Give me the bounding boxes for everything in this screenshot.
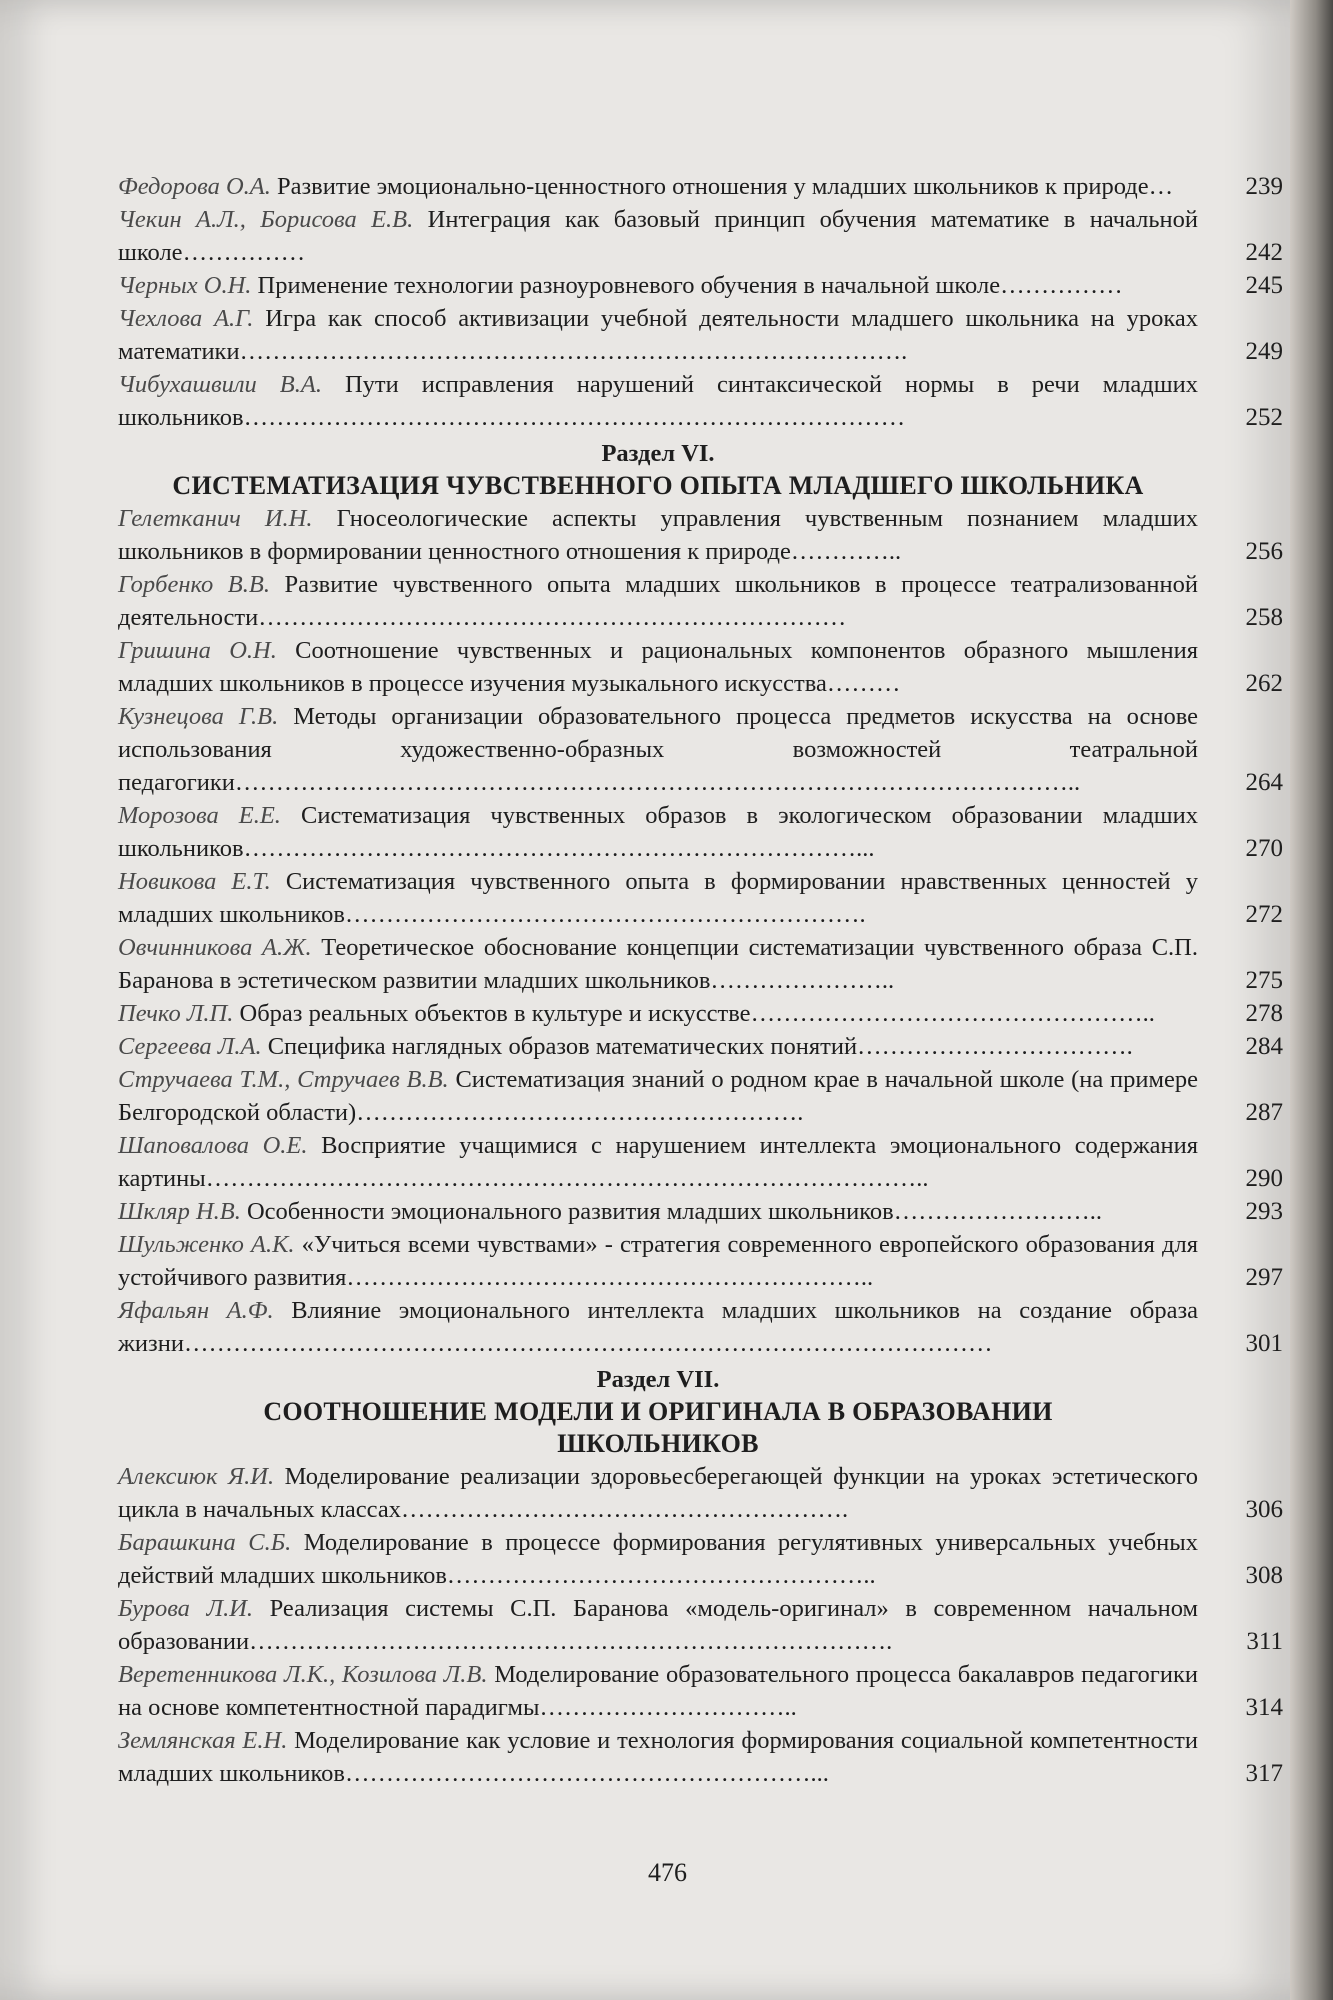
entry-leader: ………………………………………….. [750, 1000, 1155, 1027]
entry-author: Гришина О.Н. [118, 637, 277, 664]
toc-entry [118, 1724, 1283, 1790]
section-label: Раздел VII. [596, 1366, 720, 1393]
entry-title: Развитие эмоционально-ценностного отношения у младших школьников к природе [277, 173, 1149, 200]
entry-author: Горбенко В.В. [118, 571, 270, 598]
entry-leader: ………………………………………………………. [344, 901, 866, 928]
entry-page: 252 [1245, 404, 1283, 431]
entry-leader: ……………………………………………………………… [258, 604, 847, 631]
entry-leader: ……………………………. [857, 1033, 1133, 1060]
entry-author: Сергеева Л.А. [118, 1033, 262, 1060]
entry-page: 256 [1245, 538, 1283, 565]
toc-entry [118, 1526, 1283, 1592]
toc-entry [118, 700, 1283, 799]
toc-entry [118, 1030, 1283, 1063]
toc-entry [118, 865, 1283, 931]
entry-page: 297 [1245, 1264, 1283, 1291]
entry-author: Овчинникова А.Ж. [118, 934, 312, 961]
entry-title: Гносеологические аспекты управления чувственным познанием младших школьников в формировании ценностного отношения к природе [118, 505, 1198, 565]
toc-entry [118, 368, 1283, 434]
entry-leader: ……………………………………………………………………. [249, 1628, 893, 1655]
toc-entry [118, 170, 1283, 203]
adjacent-page-edge [1290, 0, 1333, 2000]
entry-leader: …………………………………………….. [446, 1562, 876, 1589]
entry-page: 290 [1245, 1165, 1283, 1192]
entry-page: 262 [1245, 670, 1283, 697]
entry-leader: …………… [182, 239, 306, 266]
entry-author: Шкляр Н.В. [118, 1198, 241, 1225]
entry-leader: …………………………………………………... [344, 1760, 829, 1787]
entry-author: Новикова Е.Т. [118, 868, 271, 895]
entry-page: 287 [1245, 1099, 1283, 1126]
entry-title: Соотношение чувственных и рациональных компонентов образного мышления младших школьников в процессе изучения музыкального искусства [118, 637, 1198, 697]
entry-title: Методы организации образовательного процесса предметов искусства на основе использования художественно-образных возможностей театральной педагогики [118, 703, 1198, 796]
entry-title: Интеграция как базовый принцип обучения математике в начальной школе [118, 206, 1199, 266]
toc-entry [118, 1129, 1283, 1195]
entry-title: Восприятие учащимися с нарушением интеллекта эмоционального содержания картины [118, 1132, 1198, 1192]
section-label: Раздел VI. [601, 440, 715, 467]
section-title: СИСТЕМАТИЗАЦИЯ ЧУВСТВЕННОГО ОПЫТА МЛАДШЕГО ШКОЛЬНИКА [172, 471, 1144, 500]
entry-title: Систематизация чувственного опыта в формировании нравственных ценностей у младших школьников [118, 868, 1199, 928]
entry-author: Бурова Л.И. [118, 1595, 254, 1622]
entry-page: 242 [1245, 239, 1283, 266]
toc-entry [118, 1460, 1283, 1526]
entry-title: Моделирование в процессе формирования регулятивных универсальных учебных действий младших школьников [118, 1529, 1198, 1589]
entry-page: 314 [1245, 1694, 1283, 1721]
entry-page: 284 [1245, 1033, 1283, 1060]
entry-page: 270 [1245, 835, 1283, 862]
entry-leader: ……………………………………………………………………… [243, 404, 906, 431]
entry-title: Специфика наглядных образов математических понятий [267, 1033, 858, 1060]
entry-leader: …………………….. [893, 1198, 1102, 1225]
entry-title: Моделирование образовательного процесса бакалавров педагогики на основе компетентностной парадигмы [118, 1661, 1198, 1721]
toc-entry [118, 269, 1283, 302]
entry-leader: ………………………………………………. [400, 1496, 849, 1523]
entry-author: Яфальян А.Ф. [118, 1297, 274, 1324]
entry-page: 249 [1245, 338, 1283, 365]
entry-leader: …………………………………………………………………... [243, 835, 875, 862]
entry-title: Влияние эмоционального интеллекта младших школьников на создание образа жизни [118, 1297, 1198, 1357]
entry-page: 275 [1245, 967, 1283, 994]
entry-leader: ………………………….. [539, 1694, 797, 1721]
entry-author: Гелеткaнич И.Н. [118, 505, 313, 532]
toc-entry [118, 1228, 1283, 1294]
entry-leader: ………………………………………………. [356, 1099, 804, 1126]
entry-author: Чехлова А.Г. [118, 305, 254, 332]
entry-author: Чекин А.Л., Борисова Е.В. [118, 206, 414, 233]
entry-page: 258 [1245, 604, 1283, 631]
entry-page: 301 [1245, 1330, 1283, 1357]
entry-page: 264 [1245, 769, 1283, 796]
entry-title: Моделирование как условие и технология формирования социальной компетентности младших школьников [118, 1727, 1198, 1787]
entry-leader: ………….. [790, 538, 902, 565]
entry-page: 278 [1245, 1000, 1283, 1027]
toc-entry [118, 1658, 1283, 1724]
entry-leader: …………………………………………………………………………….. [205, 1165, 929, 1192]
entry-title: Систематизация чувственных образов в экологическом образовании младших школьников [118, 802, 1199, 862]
entry-author: Алексиюк Я.И. [118, 1463, 275, 1490]
entry-leader: ………………………………………………………………………………………….. [234, 769, 1081, 796]
entry-leader: ……………………………………………………….. [346, 1264, 874, 1291]
toc-entry [118, 502, 1283, 568]
entry-leader: …………… [1000, 272, 1123, 299]
section-title-continued: ШКОЛЬНИКОВ [557, 1429, 759, 1458]
entry-page: 293 [1245, 1198, 1283, 1225]
entry-author: Землянская Е.Н. [118, 1727, 288, 1754]
entry-title: Теоретическое обоснование концепции систематизации чувственного образа С.П. Баранова в эстетическом развитии младших школьников [118, 934, 1198, 994]
toc-entry [118, 634, 1283, 700]
entry-author: Печко Л.П. [118, 1000, 234, 1027]
entry-author: Стручаева Т.М., Стручаев В.В. [118, 1066, 449, 1093]
entry-title: Особенности эмоционального развития младших школьников [246, 1198, 894, 1225]
entry-page: 239 [1245, 173, 1283, 200]
entry-page: 317 [1245, 1760, 1283, 1787]
entry-page: 311 [1246, 1628, 1283, 1655]
entry-title: Систематизация знаний о родном крае в начальной школе (на примере Белгородской области) [118, 1066, 1199, 1126]
entry-title: Образ реальных объектов в культуре и искусстве [239, 1000, 751, 1027]
toc-entry [118, 1063, 1283, 1129]
entry-title: Применение технологии разноуровневого обучения в начальной школе [257, 272, 1001, 299]
entry-page: 245 [1245, 272, 1283, 299]
toc-entry [118, 931, 1283, 997]
entry-title: Моделирование реализации здоровьесберегающей функции на уроках эстетического цикла в начальных классах [118, 1463, 1198, 1523]
toc-entry [118, 997, 1283, 1030]
entry-author: Морозова Е.Е. [118, 802, 281, 829]
entry-title: Пути исправления нарушений синтаксической нормы в речи младших школьников [118, 371, 1199, 431]
entry-author: Кузнецова Г.В. [118, 703, 279, 730]
entry-leader: … [1148, 173, 1174, 200]
entry-author: Веретенникова Л.К., Козилова Л.В. [118, 1661, 488, 1688]
entry-author: Черных О.Н. [118, 272, 252, 299]
entry-title: Игра как способ активизации учебной деятельности младшего школьника на уроках математики [118, 305, 1199, 365]
entry-author: Шаповалова О.Е. [118, 1132, 308, 1159]
toc-entry [118, 1195, 1283, 1228]
entry-leader: ……………………………………………………………………………………… [183, 1330, 993, 1357]
table-of-contents [118, 170, 1283, 1790]
entry-author: Федорова О.А. [118, 173, 271, 200]
entry-title: Реализация системы С.П. Баранова «модель-оригинал» в современном начальном образовании [118, 1595, 1198, 1655]
entry-leader: ………………….. [710, 967, 895, 994]
section-title: СООТНОШЕНИЕ МОДЕЛИ И ОРИГИНАЛА В ОБРАЗОВАНИИ [263, 1397, 1053, 1426]
toc-entry [118, 1592, 1283, 1658]
entry-author: Шульженко А.К. [118, 1231, 295, 1258]
entry-page: 272 [1245, 901, 1283, 928]
toc-entry [118, 799, 1283, 865]
entry-leader: ……… [826, 670, 901, 697]
entry-leader: ………………………………………………………………………. [239, 338, 908, 365]
entry-page: 306 [1245, 1496, 1283, 1523]
entry-title: Развитие чувственного опыта младших школьников в процессе театрализованной деятельности [118, 571, 1199, 631]
entry-title: «Учиться всеми чувствами» - стратегия современного европейского образования для устойчивого развития [118, 1231, 1199, 1291]
toc-entry [118, 302, 1283, 368]
toc-entry [118, 203, 1283, 269]
toc-entry [118, 1294, 1283, 1360]
toc-entry [118, 568, 1283, 634]
entry-author: Барашкина С.Б. [118, 1529, 292, 1556]
entry-page: 308 [1245, 1562, 1283, 1589]
entry-author: Чибухашвили В.А. [118, 371, 322, 398]
page-number: 476 [648, 1858, 687, 1887]
